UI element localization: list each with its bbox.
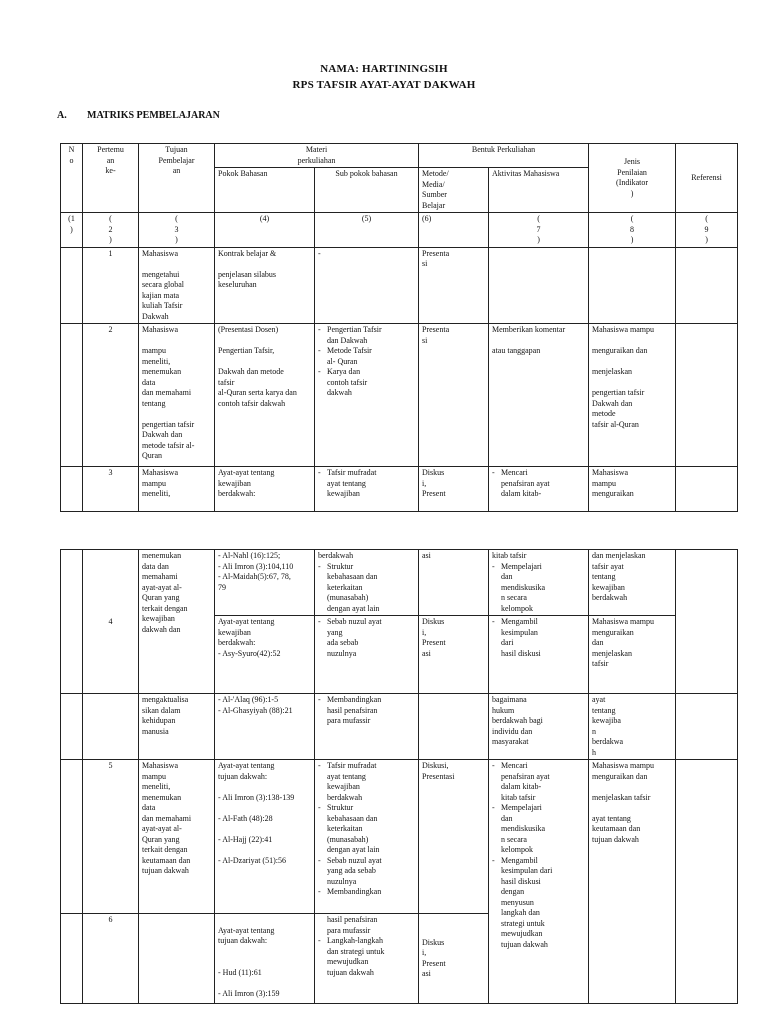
number-cell: ( 7 ): [489, 213, 589, 248]
metode-cell: [419, 694, 489, 760]
tujuan-cell: Mahasiswa mampu meneliti, menemukan data dan memahami tentang pengertian tafsir Dakwah dan metode tafsir al- Quran: [139, 324, 215, 467]
sub-pokok-cell: [315, 324, 419, 467]
referensi-cell: [676, 467, 738, 512]
sub-pokok-item: - Membandingkan: [318, 887, 415, 898]
row-no-cell: [61, 914, 83, 1004]
header-jenis: Jenis Penilaian (Indikator ): [589, 144, 676, 213]
number-cell: (6): [419, 213, 489, 248]
tujuan-cell: Mahasiswa mampu meneliti,: [139, 467, 215, 512]
header-referensi: Referensi: [676, 144, 738, 213]
referensi-cell: [676, 616, 738, 694]
jenis-cell: Mahasiswa mampu menguraikan: [589, 467, 676, 512]
header-pokok: Pokok Bahasan: [215, 168, 315, 213]
pertemuan-cell: [83, 694, 139, 760]
aktivitas-cell: [489, 467, 589, 512]
sub-pokok-cell: [315, 467, 419, 512]
aktivitas-cell: [489, 760, 589, 1004]
referensi-cell: [676, 247, 738, 324]
sub-pokok-item: - Sebab nuzul ayat yang ada sebab nuzulnya: [318, 617, 415, 659]
header-pertemuan: Pertemu an ke-: [83, 144, 139, 213]
aktivitas-item: - Mengambil kesimpulan dari hasil diskusi: [492, 617, 585, 659]
row-no-cell: [61, 247, 83, 324]
aktivitas-cell: bagaimana hukum berdakwah bagi individu dan masyarakat: [489, 694, 589, 760]
header-metode: Metode/ Media/ Sumber Belajar: [419, 168, 489, 213]
pertemuan-cell: 1: [83, 247, 139, 324]
aktivitas-item: - Mempelajari dan mendiskusika n secara kelompok: [492, 562, 585, 615]
row-no-cell: [61, 550, 83, 616]
pokok-cell: - Al-Nahl (16):125; - Ali Imron (3):104,110 - Al-Maidah(5):67, 78, 79: [215, 550, 315, 616]
row-no-cell: [61, 760, 83, 914]
tujuan-cell: Mahasiswa mampu meneliti, menemukan data dan memahami ayat-ayat al- Quran yang terkait dengan keutamaan dan tujuan dakwah: [139, 760, 215, 914]
aktivitas-cell: Memberikan komentar atau tanggapan: [489, 324, 589, 467]
aktivitas-item: - Mempelajari dan mendiskusika n secara kelompok: [492, 803, 585, 856]
metode-cell: Diskus i, Present asi: [419, 616, 489, 694]
jenis-cell: dan menjelaskan tafsir ayat tentang kewajiban berdakwah: [589, 550, 676, 616]
document-title: RPS TAFSIR AYAT-AYAT DAKWAH: [292, 79, 476, 91]
referensi-cell: [676, 694, 738, 760]
jenis-cell: Mahasiswa mampu menguraikan dan menjelaskan tafsir: [589, 616, 676, 694]
pokok-cell: Ayat-ayat tentang kewajiban berdakwah:: [215, 467, 315, 512]
sub-pokok-cell: [315, 760, 419, 914]
aktivitas-cell: [489, 247, 589, 324]
table-row: [61, 694, 738, 760]
section-title: MATRIKS PEMBELAJARAN: [87, 110, 220, 121]
pokok-cell: - Al-'Alaq (96):1-5 - Al-Ghasyiyah (88):21: [215, 694, 315, 760]
pokok-cell: Ayat-ayat tentang tujuan dakwah: - Hud (11):61 - Ali Imron (3):159: [215, 914, 315, 1004]
number-cell: (4): [215, 213, 315, 248]
referensi-cell: [676, 324, 738, 467]
jenis-cell: Mahasiswa mampu menguraikan dan menjelaskan pengertian tafsir Dakwah dan metode tafsir al-Quran: [589, 324, 676, 467]
sub-pokok-lead: hasil penafsiran para mufassir: [327, 915, 378, 935]
sub-pokok-cell: [315, 550, 419, 616]
sub-pokok-cell: [315, 914, 419, 1004]
sub-pokok-item: - Struktur kebahasaan dan keterkaitan (munasabah) dengan ayat lain: [318, 562, 415, 615]
row-no-cell: [61, 616, 83, 694]
pokok-cell: (Presentasi Dosen) Pengertian Tafsir, Dakwah dan metode tafsir al-Quran serta karya dan contoh tafsir dakwah: [215, 324, 315, 467]
header-materi: Materi perkuliahan: [215, 144, 419, 168]
section-letter: A.: [57, 110, 67, 121]
student-name-heading: NAMA: HARTININGSIH: [320, 63, 448, 75]
numbering-row: [61, 213, 738, 248]
number-cell: ( 9 ): [676, 213, 738, 248]
row-no-cell: [61, 467, 83, 512]
header-aktivitas: Aktivitas Mahasiswa: [489, 168, 589, 213]
metode-cell: Diskus i, Present: [419, 467, 489, 512]
header-sub-pokok: Sub pokok bahasan: [315, 168, 419, 213]
tujuan-cell: [139, 914, 215, 1004]
number-cell: ( 2 ): [83, 213, 139, 248]
sub-pokok-item: - Karya dan contoh tafsir dakwah: [318, 367, 415, 399]
metode-cell: Presenta si: [419, 324, 489, 467]
row-no-cell: [61, 324, 83, 467]
sub-pokok-lead: berdakwah: [318, 551, 354, 560]
aktivitas-item: - Mencari penafsiran ayat dalam kitab- kitab tafsir: [492, 761, 585, 803]
sub-pokok-cell: [315, 616, 419, 694]
aktivitas-lead: kitab tafsir: [492, 551, 527, 560]
pokok-cell: Kontrak belajar & penjelasan silabus keseluruhan: [215, 247, 315, 324]
header-no: N o: [61, 144, 83, 213]
sub-pokok-item: - Sebab nuzul ayat yang ada sebab nuzulnya: [318, 856, 415, 888]
referensi-cell: [676, 550, 738, 616]
table-row: [61, 550, 738, 616]
table-row: [61, 247, 738, 324]
sub-pokok-item: - Tafsir mufradat ayat tentang kewajiban: [318, 468, 415, 500]
sub-pokok-cell: -: [315, 247, 419, 324]
learning-matrix-table-page1: [60, 143, 738, 512]
table-row: [61, 467, 738, 512]
pertemuan-cell: 2: [83, 324, 139, 467]
sub-pokok-item: - Tafsir mufradat ayat tentang kewajiban berdakwah: [318, 761, 415, 803]
row-no-cell: [61, 694, 83, 760]
number-cell: (5): [315, 213, 419, 248]
sub-pokok-item: - Pengertian Tafsir dan Dakwah: [318, 325, 415, 346]
learning-matrix-table-page2: [60, 549, 738, 1004]
number-cell: (1 ): [61, 213, 83, 248]
pertemuan-cell: 5: [83, 760, 139, 914]
jenis-cell: Mahasiswa mampu menguraikan dan menjelaskan tafsir ayat tentang keutamaan dan tujuan dakwah: [589, 760, 676, 1004]
sub-pokok-cell: [315, 694, 419, 760]
header-tujuan: Tujuan Pembelajar an: [139, 144, 215, 213]
aktivitas-item: - Mengambil kesimpulan dari hasil diskusi dengan menyusun langkah dan strategi untuk mewujudkan tujuan dakwah: [492, 856, 585, 951]
sub-pokok-item: - Langkah-langkah dan strategi untuk mewujudkan tujuan dakwah: [318, 936, 415, 978]
metode-cell: Diskus i, Present asi: [419, 914, 489, 1004]
header-bentuk: Bentuk Perkuliahan: [419, 144, 589, 168]
metode-cell: Presenta si: [419, 247, 489, 324]
metode-cell: Diskusi, Presentasi: [419, 760, 489, 914]
pokok-cell: Ayat-ayat tentang tujuan dakwah: - Ali Imron (3):138-139 - Al-Fath (48):28 - Al-Hajj (22):41 - Al-Dzariyat (51):56: [215, 760, 315, 914]
aktivitas-cell: [489, 550, 589, 616]
jenis-cell: [589, 247, 676, 324]
pertemuan-cell: 4: [83, 616, 139, 694]
aktivitas-cell: [489, 616, 589, 694]
pertemuan-cell: 3: [83, 467, 139, 512]
sub-pokok-item: - Membandingkan hasil penafsiran para mufassir: [318, 695, 415, 727]
tujuan-cell: mengaktualisa sikan dalam kehidupan manusia: [139, 694, 215, 760]
table-row: [61, 760, 738, 914]
metode-cell: asi: [419, 550, 489, 616]
referensi-cell: [676, 760, 738, 1004]
number-cell: ( 3 ): [139, 213, 215, 248]
sub-pokok-item: - Struktur kebahasaan dan keterkaitan (munasabah) dengan ayat lain: [318, 803, 415, 856]
tujuan-cell: menemukan data dan memahami ayat-ayat al- Quran yang terkait dengan kewajiban dakwah dan: [139, 550, 215, 694]
pokok-cell: Ayat-ayat tentang kewajiban berdakwah: - Asy-Syuro(42):52: [215, 616, 315, 694]
number-cell: ( 8 ): [589, 213, 676, 248]
sub-pokok-item: - Metode Tafsir al- Quran: [318, 346, 415, 367]
table-row: [61, 324, 738, 467]
jenis-cell: ayat tentang kewajiba n berdakwa h: [589, 694, 676, 760]
tujuan-cell: Mahasiswa mengetahui secara global kajian mata kuliah Tafsir Dakwah: [139, 247, 215, 324]
pertemuan-cell: [83, 550, 139, 616]
pertemuan-cell: 6: [83, 914, 139, 1004]
aktivitas-item: - Mencari penafsiran ayat dalam kitab-: [492, 468, 585, 500]
